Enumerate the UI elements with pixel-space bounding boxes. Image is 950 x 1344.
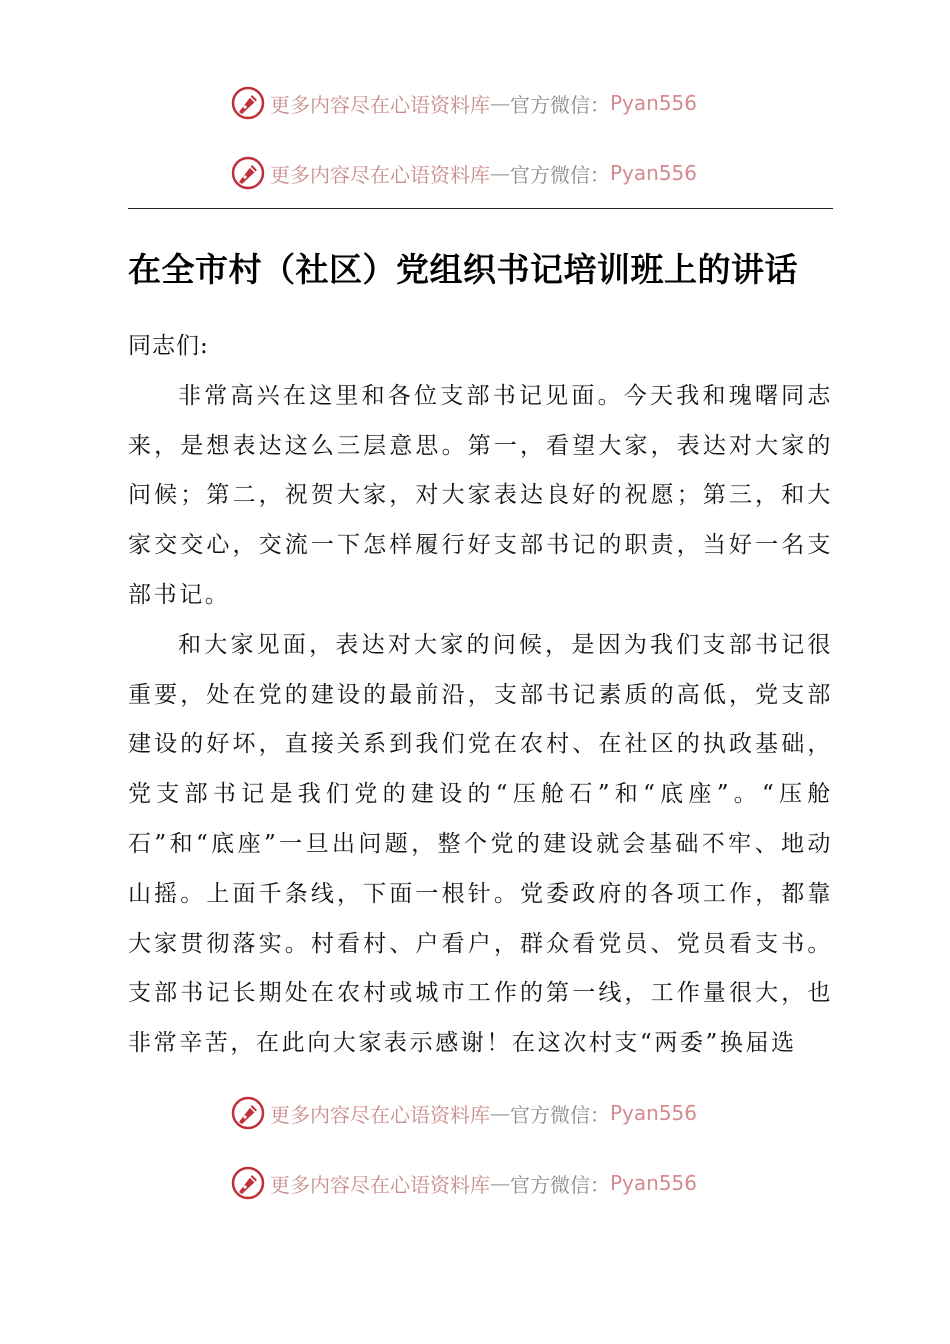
pen-nib-logo-icon <box>230 155 266 191</box>
paragraph: 和大家见面，表达对大家的问候，是因为我们支部书记很重要，处在党的建设的最前沿，支部书记素质的高低，党支部建设的好坏，直接关系到我们党在农村、在社区的执政基础，党支部书记是我们党的建设的“压舱石”和“底座”。“压舱石”和“底座”一旦出问题，整个党的建设就会基础不牢、地动山摇。上面千条线，下面一根针。党委政府的各项工作，都靠大家贯彻落实。村看村、户看户，群众看党员、党员看支书。支部书记长期处在农村或城市工作的第一线，工作量很大，也非常辛苦，在此向大家表示感谢！在这次村支“两委”换届选 <box>128 631 833 1057</box>
watermark-banner-bottom-1 <box>230 1093 730 1133</box>
watermark-separator: — <box>490 91 510 115</box>
watermark-separator: — <box>490 161 510 185</box>
watermark-banner-top-1 <box>230 83 730 123</box>
watermark-text: 更多内容尽在心语资料库 <box>270 1102 490 1127</box>
watermark-separator: — <box>490 1101 510 1125</box>
greeting: 同志们: <box>128 333 209 359</box>
watermark-wechat-label: 官方微信： <box>510 162 610 187</box>
watermark-text: 更多内容尽在心语资料库 <box>270 92 490 117</box>
pen-nib-logo-icon <box>230 1165 266 1201</box>
watermark-text: 更多内容尽在心语资料库 <box>270 162 490 187</box>
document-title: 在全市村（社区）党组织书记培训班上的讲话 <box>128 250 798 289</box>
watermark-wechat-id: Pyan556 <box>610 1101 698 1125</box>
watermark-text: 更多内容尽在心语资料库 <box>270 1172 490 1197</box>
pen-nib-logo-icon <box>230 1095 266 1131</box>
watermark-banner-bottom-2 <box>230 1163 730 1203</box>
watermark-wechat-label: 官方微信： <box>510 1172 610 1197</box>
header-divider <box>128 208 833 209</box>
watermark-wechat-id: Pyan556 <box>610 161 698 185</box>
pen-nib-logo-icon <box>230 85 266 121</box>
paragraph: 非常高兴在这里和各位支部书记见面。今天我和瑰曙同志来，是想表达这么三层意思。第一，看望大家，表达对大家的问候；第二，祝贺大家，对大家表达良好的祝愿；第三，和大家交交心，交流一下怎样履行好支部书记的职责，当好一名支部书记。 <box>128 382 833 608</box>
watermark-separator: — <box>490 1171 510 1195</box>
watermark-wechat-label: 官方微信： <box>510 92 610 117</box>
watermark-banner-top-2 <box>230 153 730 193</box>
document-body <box>128 322 833 1069</box>
watermark-wechat-label: 官方微信： <box>510 1102 610 1127</box>
watermark-wechat-id: Pyan556 <box>610 1171 698 1195</box>
watermark-wechat-id: Pyan556 <box>610 91 698 115</box>
